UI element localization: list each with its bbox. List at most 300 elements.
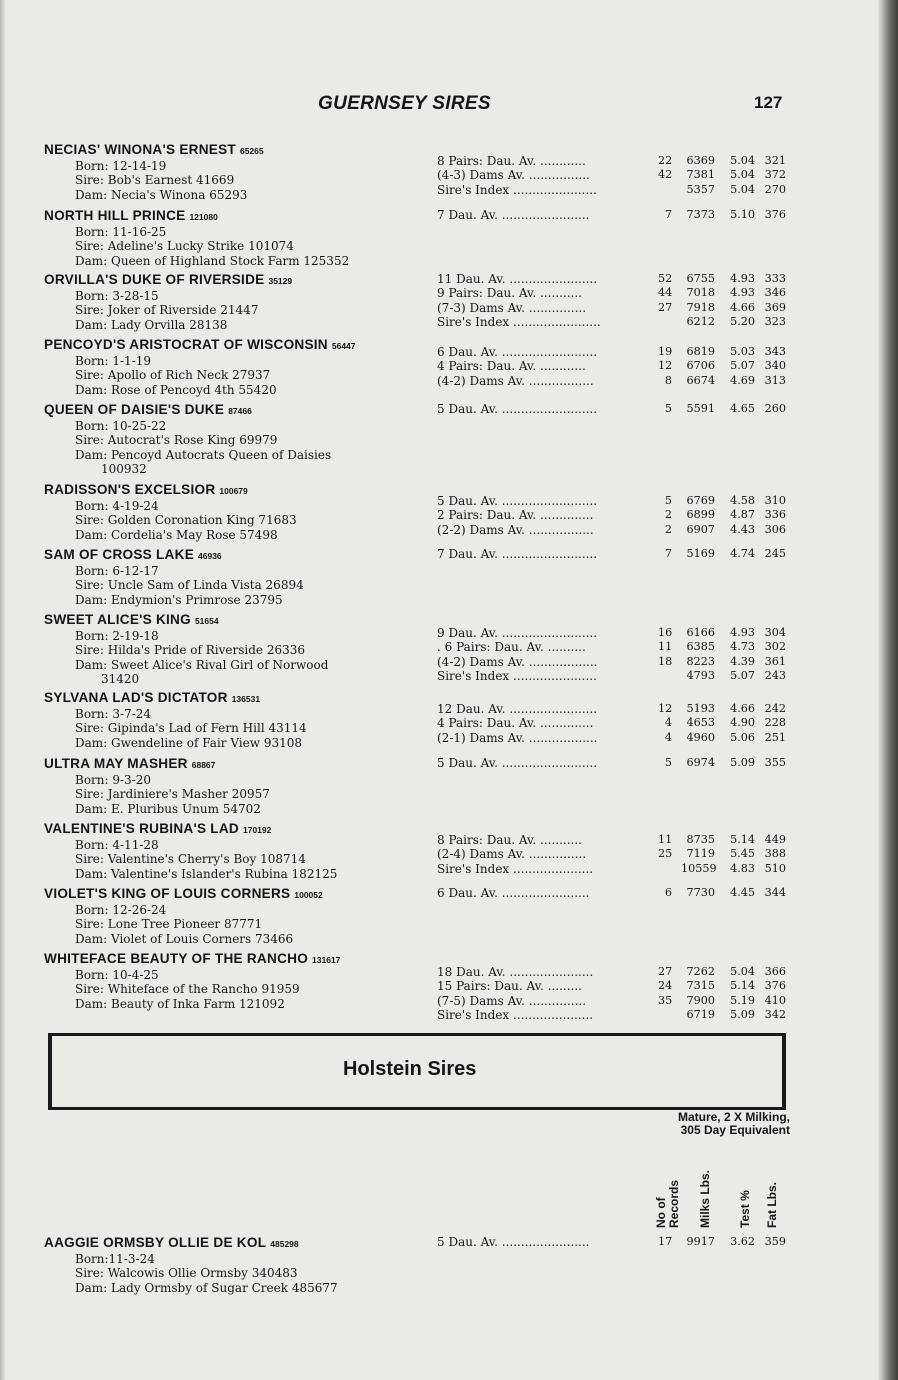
col-head-fat: Fat Lbs. — [765, 1181, 779, 1228]
stats-label: Sire's Index ....................... — [437, 315, 601, 330]
sire-name-text: NECIAS' WINONA'S ERNEST — [44, 142, 236, 157]
stats-milk-lbs: 7315 — [686, 979, 715, 993]
stats-fat-lbs: 243 — [764, 669, 786, 683]
stats-fat-lbs: 245 — [764, 547, 786, 560]
dam-line: Dam: Pencoyd Autocrats Queen of Daisies — [75, 447, 332, 462]
stats-test-pct: 5.09 — [730, 756, 755, 769]
sire-line: Sire: Uncle Sam of Linda Vista 26894 — [75, 578, 304, 593]
stats-label: (2-2) Dams Av. ................. — [437, 522, 594, 537]
running-title: GUERNSEY SIRES — [318, 93, 491, 114]
pedigree-info — [75, 1252, 413, 1295]
sire-entry — [44, 821, 834, 881]
stats-test-pct: 4.45 — [730, 886, 755, 899]
stats-test-pct: 5.03 — [730, 345, 755, 358]
stats-label: 7 Dau. Av. ......................... — [437, 547, 598, 561]
stats-test-pct: 4.43 — [730, 522, 755, 536]
born-line: Born: 2-19-18 — [75, 629, 159, 643]
stats-fat-lbs: 302 — [764, 640, 786, 654]
registration-number: 121080 — [189, 212, 218, 222]
stats-label: 5 Dau. Av. ......................... — [437, 402, 598, 416]
stats-fat-lbs: 376 — [764, 979, 786, 993]
born-line: Born: 12-14-19 — [75, 159, 167, 173]
stats-milk-lbs: 6369 — [686, 154, 715, 167]
born-line: Born: 12-26-24 — [75, 903, 167, 917]
holstein-header-line2: 305 Day Equivalent — [680, 1123, 790, 1137]
stats-row — [437, 994, 837, 1008]
stats-milk-lbs: 7918 — [686, 300, 715, 314]
registration-number: 100679 — [219, 486, 248, 496]
stats-label: Sire's Index ..................... — [437, 861, 594, 876]
stats-test-pct: 4.65 — [730, 402, 755, 415]
stats-milk-lbs: 7119 — [686, 847, 715, 861]
stats-label: 12 Dau. Av. ....................... — [437, 702, 598, 716]
registration-number: 485298 — [270, 1239, 299, 1249]
stats-test-pct: 4.73 — [730, 640, 755, 654]
sire-line: Sire: Lone Tree Pioneer 87771 — [75, 917, 263, 932]
stats-fat-lbs: 313 — [764, 373, 786, 387]
stats-record-count: 4 — [664, 730, 672, 744]
stats-record-count: 24 — [658, 979, 673, 993]
stats-test-pct: 4.87 — [730, 508, 755, 522]
registration-number: 51654 — [194, 616, 219, 626]
stats-test-pct: 5.09 — [730, 1008, 755, 1022]
progeny-stats — [437, 626, 837, 684]
sire-name-text: WHITEFACE BEAUTY OF THE RANCHO — [44, 951, 309, 966]
dam-line: Dam: Sweet Alice's Rival Girl of Norwood — [75, 657, 329, 672]
stats-milk-lbs: 5591 — [686, 402, 715, 415]
dam-line: Dam: Valentine's Islander's Rubina 182125 — [75, 866, 338, 881]
stats-row — [437, 833, 837, 847]
born-line: Born: 3-28-15 — [75, 289, 159, 303]
pedigree-info — [75, 903, 413, 946]
stats-test-pct: 4.58 — [730, 494, 755, 507]
stats-record-count: 4 — [664, 716, 672, 730]
stats-milk-lbs: 6385 — [686, 640, 715, 654]
stats-milk-lbs: 5357 — [686, 182, 715, 196]
stats-milk-lbs: 6212 — [686, 315, 715, 329]
stats-label: 6 Dau. Av. ......................... — [437, 345, 598, 359]
stats-record-count: 5 — [664, 494, 672, 507]
stats-milk-lbs: 7381 — [686, 168, 715, 182]
stats-row — [437, 523, 837, 537]
dam-line: Dam: Necia's Winona 65293 — [75, 187, 248, 202]
born-line: Born: 11-16-25 — [75, 225, 167, 239]
stats-record-count: 7 — [664, 208, 672, 221]
pedigree-info — [75, 564, 413, 607]
pedigree-info — [75, 968, 413, 1011]
progeny-stats — [437, 272, 837, 330]
col-head-test: Test % — [738, 1190, 752, 1228]
dam-line: Dam: E. Pluribus Unum 54702 — [75, 801, 261, 816]
registration-number: 100052 — [294, 890, 323, 900]
sire-entry — [44, 142, 834, 202]
stats-record-count: 42 — [658, 168, 673, 182]
stats-fat-lbs: 251 — [764, 730, 786, 744]
stats-fat-lbs: 510 — [764, 861, 786, 875]
registration-number: 87466 — [228, 406, 252, 416]
stats-test-pct: 5.14 — [730, 833, 755, 846]
stats-row — [437, 547, 837, 561]
stats-milk-lbs: 4960 — [686, 730, 715, 744]
stats-record-count: 5 — [664, 402, 672, 415]
stats-record-count: 27 — [658, 300, 673, 314]
stats-row — [437, 669, 837, 683]
stats-milk-lbs: 6899 — [686, 508, 715, 522]
stats-fat-lbs: 340 — [764, 359, 786, 373]
born-line: Born: 4-19-24 — [75, 499, 159, 513]
dam-line: Dam: Violet of Louis Corners 73466 — [75, 931, 294, 946]
stats-test-pct: 5.07 — [730, 669, 755, 683]
born-line: Born: 10-25-22 — [75, 419, 167, 433]
sire-entry — [44, 612, 834, 687]
stats-fat-lbs: 333 — [764, 272, 786, 285]
stats-record-count: 8 — [664, 373, 672, 387]
sire-name-text: VIOLET'S KING OF LOUIS CORNERS — [44, 886, 291, 901]
stats-test-pct: 5.45 — [730, 847, 755, 861]
stats-milk-lbs: 7373 — [686, 208, 715, 221]
col-head-records-line2: Records — [667, 1179, 681, 1228]
registration-number: 170192 — [242, 825, 272, 835]
sire-line: Sire: Walcowis Ollie Ormsby 340483 — [75, 1266, 298, 1281]
stats-record-count: 12 — [658, 359, 673, 373]
stats-fat-lbs: 359 — [764, 1235, 786, 1248]
stats-row — [437, 1008, 837, 1022]
pedigree-info — [75, 289, 413, 332]
sire-name-text: SYLVANA LAD'S DICTATOR — [44, 690, 228, 705]
stats-fat-lbs: 343 — [764, 345, 786, 358]
stats-row — [437, 301, 837, 315]
sire-line: Sire: Autocrat's Rose King 69979 — [75, 433, 278, 448]
dam-line: Dam: Beauty of Inka Farm 121092 — [75, 996, 285, 1011]
stats-row — [437, 374, 837, 388]
sire-line: Sire: Gipinda's Lad of Fern Hill 43114 — [75, 721, 307, 736]
stats-label: 9 Dau. Av. ......................... — [437, 626, 598, 640]
sire-line: Sire: Bob's Earnest 41669 — [75, 173, 235, 188]
sire-line: Sire: Hilda's Pride of Riverside 26336 — [75, 643, 305, 658]
stats-row — [437, 168, 837, 182]
sire-name-text: SAM OF CROSS LAKE — [44, 547, 195, 562]
progeny-stats — [437, 208, 837, 222]
pedigree-info — [75, 707, 413, 750]
dam-line: Dam: Lady Ormsby of Sugar Creek 485677 — [75, 1280, 338, 1295]
stats-milk-lbs: 6907 — [686, 522, 715, 536]
stats-label: (2-1) Dams Av. .................. — [437, 730, 598, 745]
progeny-stats — [437, 1235, 837, 1249]
page-number: 127 — [754, 93, 783, 112]
registration-number: 65265 — [239, 146, 264, 156]
stats-record-count: 52 — [658, 272, 673, 285]
stats-label: 8 Pairs: Dau. Av. ............ — [437, 154, 586, 168]
stats-milk-lbs: 8223 — [686, 654, 715, 668]
stats-milk-lbs: 5169 — [686, 547, 715, 560]
stats-record-count: 2 — [664, 508, 672, 522]
stats-row — [437, 626, 837, 640]
stats-record-count: 44 — [658, 286, 673, 300]
pedigree-info — [75, 159, 413, 202]
sire-name-text: ORVILLA'S DUKE OF RIVERSIDE — [44, 272, 265, 287]
stats-fat-lbs: 449 — [764, 833, 786, 846]
stats-milk-lbs: 7262 — [686, 965, 715, 978]
sire-entry — [44, 272, 834, 332]
stats-test-pct: 5.19 — [730, 993, 755, 1007]
stats-fat-lbs: 355 — [764, 756, 786, 769]
stats-test-pct: 4.83 — [730, 861, 755, 875]
sire-entry — [44, 756, 834, 816]
stats-fat-lbs: 336 — [764, 508, 786, 522]
born-line: Born: 9-3-20 — [75, 773, 152, 787]
sire-entry — [44, 951, 834, 1023]
born-line: Born: 4-11-28 — [75, 838, 159, 852]
pedigree-info — [75, 225, 413, 268]
stats-label: 6 Dau. Av. ....................... — [437, 886, 590, 900]
stats-row — [437, 886, 837, 900]
stats-label: 5 Dau. Av. ......................... — [437, 494, 598, 508]
stats-label: (4-2) Dams Av. ................. — [437, 373, 594, 388]
stats-fat-lbs: 361 — [764, 654, 786, 668]
stats-record-count: 7 — [664, 547, 672, 560]
sire-name-text: ULTRA MAY MASHER — [44, 756, 188, 771]
holstein-column-header — [678, 1111, 790, 1137]
stats-fat-lbs: 366 — [764, 965, 786, 978]
registration-number: 68867 — [191, 760, 216, 770]
sire-entry — [44, 337, 834, 397]
stats-fat-lbs: 346 — [764, 286, 786, 300]
stats-fat-lbs: 321 — [764, 154, 786, 167]
stats-row — [437, 183, 837, 197]
stats-milk-lbs: 6755 — [686, 272, 715, 285]
stats-fat-lbs: 372 — [764, 168, 786, 182]
sire-entry — [44, 886, 834, 946]
sire-line: Sire: Joker of Riverside 21447 — [75, 303, 259, 318]
stats-test-pct: 4.39 — [730, 654, 755, 668]
sire-entry — [44, 208, 834, 268]
stats-record-count: 12 — [658, 702, 673, 715]
registration-number: 136531 — [231, 694, 261, 704]
progeny-stats — [437, 494, 837, 537]
born-line: Born: 3-7-24 — [75, 707, 152, 721]
stats-record-count: 25 — [658, 847, 673, 861]
stats-label: 7 Dau. Av. ....................... — [437, 208, 590, 222]
stats-record-count: 2 — [664, 522, 672, 536]
stats-milk-lbs: 6974 — [686, 756, 715, 769]
stats-test-pct: 4.66 — [730, 300, 755, 314]
stats-record-count: 35 — [658, 993, 673, 1007]
stats-test-pct: 4.69 — [730, 373, 755, 387]
stats-label: 5 Dau. Av. ....................... — [437, 1235, 590, 1249]
stats-milk-lbs: 4793 — [686, 669, 715, 683]
pedigree-info — [75, 354, 413, 397]
stats-record-count: 5 — [664, 756, 672, 769]
stats-milk-lbs: 4653 — [686, 716, 715, 730]
stats-label: 4 Pairs: Dau. Av. ............ — [437, 359, 586, 374]
col-head-records-line1: No of — [654, 1197, 668, 1228]
stats-fat-lbs: 260 — [764, 402, 786, 415]
stats-row — [437, 847, 837, 861]
sire-entry — [44, 482, 834, 542]
holstein-section-title: Holstein Sires — [343, 1058, 477, 1080]
born-line: Born:11-3-24 — [75, 1252, 155, 1266]
stats-test-pct: 5.14 — [730, 979, 755, 993]
dam-line-continued: 31420 — [101, 672, 140, 687]
stats-label: 15 Pairs: Dau. Av. ......... — [437, 979, 582, 994]
stats-test-pct: 5.20 — [730, 315, 755, 329]
dam-line: Dam: Rose of Pencoyd 4th 55420 — [75, 382, 277, 397]
stats-fat-lbs: 369 — [764, 300, 786, 314]
progeny-stats — [437, 402, 837, 416]
stats-fat-lbs: 323 — [764, 315, 786, 329]
stats-test-pct: 4.66 — [730, 702, 755, 715]
stats-label: Sire's Index ...................... — [437, 182, 597, 197]
stats-test-pct: 4.93 — [730, 272, 755, 285]
stats-row — [437, 272, 837, 286]
stats-test-pct: 5.06 — [730, 730, 755, 744]
stats-row — [437, 208, 837, 222]
pedigree-info — [75, 773, 413, 816]
progeny-stats — [437, 702, 837, 745]
sire-name-text: QUEEN OF DAISIE'S DUKE — [44, 402, 225, 417]
stats-fat-lbs: 304 — [764, 626, 786, 639]
born-line: Born: 6-12-17 — [75, 564, 159, 578]
stats-label: Sire's Index ...................... — [437, 669, 597, 684]
stats-row — [437, 286, 837, 300]
stats-test-pct: 5.04 — [730, 154, 755, 167]
stats-row — [437, 1235, 837, 1249]
sire-name-text: AAGGIE ORMSBY OLLIE DE KOL — [44, 1235, 267, 1250]
progeny-stats — [437, 756, 837, 770]
stats-fat-lbs: 376 — [764, 208, 786, 221]
stats-label: (4-3) Dams Av. ................ — [437, 168, 590, 183]
stats-row — [437, 716, 837, 730]
stats-milk-lbs: 6166 — [686, 626, 715, 639]
stats-label: Sire's Index ..................... — [437, 1008, 594, 1023]
dam-line: Dam: Endymion's Primrose 23795 — [75, 592, 283, 607]
pedigree-info — [75, 838, 413, 881]
page-edge-shadow — [0, 0, 6, 1380]
sire-entry — [44, 402, 834, 477]
stats-label: 18 Dau. Av. ...................... — [437, 965, 594, 979]
sire-line: Sire: Adeline's Lucky Strike 101074 — [75, 239, 294, 254]
registration-number: 56447 — [331, 341, 356, 351]
stats-test-pct: 4.93 — [730, 286, 755, 300]
stats-row — [437, 359, 837, 373]
stats-label: 5 Dau. Av. ......................... — [437, 756, 598, 770]
stats-fat-lbs: 342 — [764, 1008, 786, 1022]
stats-row — [437, 655, 837, 669]
stats-milk-lbs: 7900 — [686, 993, 715, 1007]
sire-name-text: SWEET ALICE'S KING — [44, 612, 191, 627]
stats-fat-lbs: 270 — [764, 182, 786, 196]
binding-shadow — [878, 0, 898, 1380]
sire-line: Sire: Jardiniere's Masher 20957 — [75, 787, 270, 802]
stats-test-pct: 5.04 — [730, 168, 755, 182]
stats-test-pct: 5.07 — [730, 359, 755, 373]
stats-record-count: 6 — [664, 886, 672, 899]
stats-label: (7-5) Dams Av. ............... — [437, 993, 587, 1008]
stats-row — [437, 508, 837, 522]
stats-record-count: 18 — [658, 654, 673, 668]
stats-test-pct: 4.93 — [730, 626, 755, 639]
progeny-stats — [437, 345, 837, 388]
sire-name-text: RADISSON'S EXCELSIOR — [44, 482, 216, 497]
pedigree-info — [75, 629, 413, 687]
sire-line: Sire: Whiteface of the Rancho 91959 — [75, 982, 300, 997]
stats-milk-lbs: 6819 — [686, 345, 715, 358]
dam-line-continued: 100932 — [101, 462, 147, 477]
stats-label: 8 Pairs: Dau. Av. ........... — [437, 833, 582, 847]
dam-line: Dam: Gwendeline of Fair View 93108 — [75, 735, 302, 750]
stats-label: 11 Dau. Av. ....................... — [437, 272, 598, 286]
stats-test-pct: 3.62 — [730, 1235, 755, 1248]
stats-row — [437, 702, 837, 716]
stats-label: . 6 Pairs: Dau. Av. .......... — [437, 640, 586, 655]
stats-row — [437, 979, 837, 993]
stats-milk-lbs: 10559 — [681, 861, 717, 875]
stats-label: 2 Pairs: Dau. Av. .............. — [437, 508, 594, 523]
stats-row — [437, 862, 837, 876]
stats-fat-lbs: 228 — [764, 716, 786, 730]
sire-name-text: NORTH HILL PRINCE — [44, 208, 186, 223]
stats-label: (7-3) Dams Av. ............... — [437, 300, 587, 315]
sire-name-text: PENCOYD'S ARISTOCRAT OF WISCONSIN — [44, 337, 328, 352]
stats-record-count: 27 — [658, 965, 673, 978]
registration-number: 35129 — [268, 276, 293, 286]
registration-number: 46936 — [198, 551, 222, 561]
dam-line: Dam: Queen of Highland Stock Farm 125352 — [75, 253, 350, 268]
stats-row — [437, 731, 837, 745]
pedigree-info — [75, 419, 413, 477]
progeny-stats — [437, 965, 837, 1023]
born-line: Born: 10-4-25 — [75, 968, 159, 982]
stats-milk-lbs: 9917 — [686, 1235, 715, 1248]
registration-number: 131617 — [312, 955, 341, 965]
stats-row — [437, 315, 837, 329]
dam-line: Dam: Cordelia's May Rose 57498 — [75, 527, 278, 542]
stats-row — [437, 640, 837, 654]
stats-record-count: 11 — [658, 833, 673, 846]
sire-line: Sire: Apollo of Rich Neck 27937 — [75, 368, 271, 383]
progeny-stats — [437, 886, 837, 900]
stats-milk-lbs: 6706 — [686, 359, 715, 373]
sire-line: Sire: Golden Coronation King 71683 — [75, 513, 297, 528]
sire-name-text: VALENTINE'S RUBINA'S LAD — [44, 821, 239, 836]
stats-row — [437, 965, 837, 979]
stats-milk-lbs: 6719 — [686, 1008, 715, 1022]
stats-row — [437, 345, 837, 359]
holstein-header-line1: Mature, 2 X Milking, — [677, 1110, 790, 1124]
stats-fat-lbs: 344 — [764, 886, 786, 899]
stats-row — [437, 402, 837, 416]
stats-test-pct: 5.04 — [730, 182, 755, 196]
stats-fat-lbs: 242 — [764, 702, 786, 715]
stats-milk-lbs: 6674 — [686, 373, 715, 387]
progeny-stats — [437, 833, 837, 876]
stats-record-count: 11 — [658, 640, 673, 654]
sire-entry — [44, 1235, 834, 1295]
stats-record-count: 22 — [658, 154, 673, 167]
stats-label: 9 Pairs: Dau. Av. ........... — [437, 286, 582, 301]
stats-milk-lbs: 8735 — [686, 833, 715, 846]
sire-entry — [44, 690, 834, 750]
stats-test-pct: 4.90 — [730, 716, 755, 730]
progeny-stats — [437, 154, 837, 197]
stats-label: 4 Pairs: Dau. Av. .............. — [437, 716, 594, 731]
pedigree-info — [75, 499, 413, 542]
stats-milk-lbs: 7730 — [686, 886, 715, 899]
stats-label: (4-2) Dams Av. .................. — [437, 654, 598, 669]
stats-record-count: 16 — [658, 626, 673, 639]
stats-row — [437, 154, 837, 168]
stats-row — [437, 494, 837, 508]
